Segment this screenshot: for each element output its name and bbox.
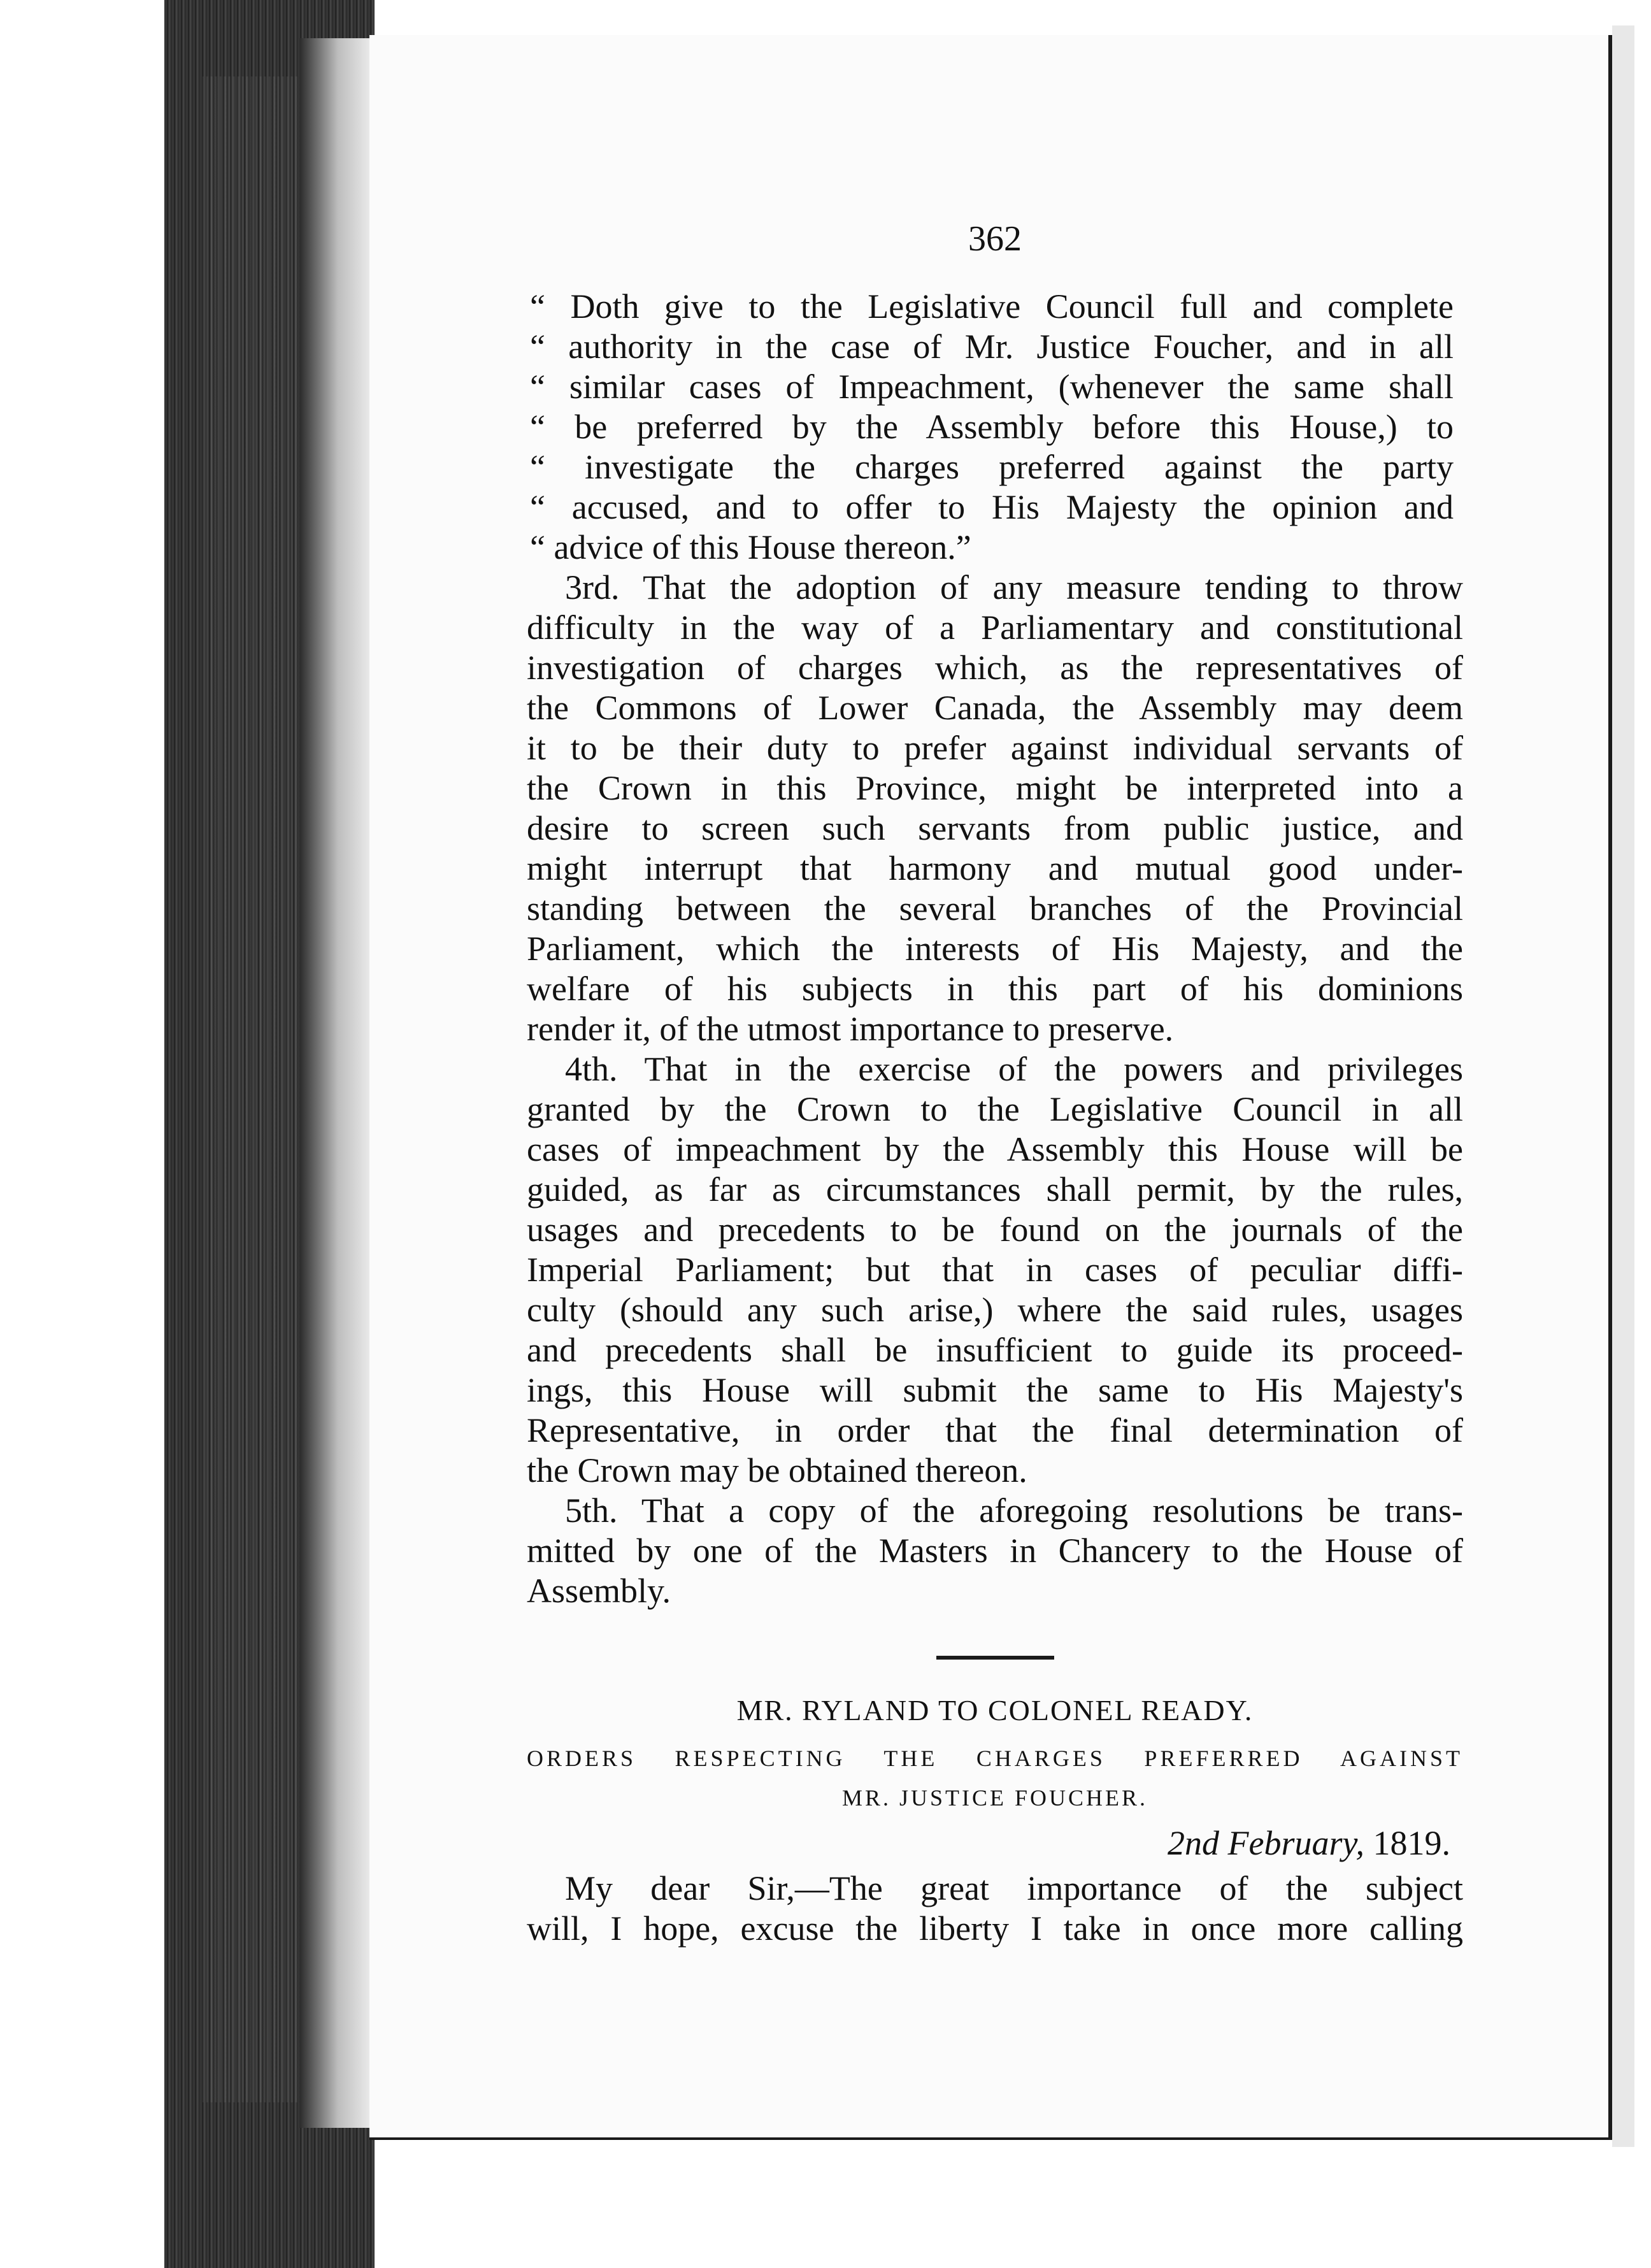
text-line: granted by the Crown to the Legislative Council in all (527, 1090, 1463, 1128)
text-line: Assembly. (527, 1572, 671, 1610)
resolution-5th (527, 1491, 1463, 1611)
date-day-month: 2nd February, (1168, 1824, 1364, 1862)
page-gutter-shadow (299, 38, 369, 2128)
text-line: Parliament, which the interests of His Majesty, and the (527, 929, 1463, 968)
text-line: “ Doth give to the Legislative Council full and complete (530, 287, 1454, 326)
text-line: ings, this House will submit the same to His Majesty's (527, 1371, 1463, 1409)
date-year: 1819. (1373, 1824, 1450, 1862)
text-line: “ advice of this House thereon.” (530, 528, 971, 566)
text-line: 5th. That a copy of the aforegoing resolutions be trans- (565, 1491, 1463, 1530)
letter-subheading: ORDERS RESPECTING THE CHARGES PREFERRED AGAINST (527, 1746, 1463, 1771)
text-line: Representative, in order that the final determination of (527, 1411, 1463, 1449)
text-line: the Crown may be obtained thereon. (527, 1451, 1027, 1489)
text-line: the Crown in this Province, might be interpreted into a (527, 769, 1463, 807)
text-line: cases of impeachment by the Assembly this House will be (527, 1130, 1463, 1168)
text-line: mitted by one of the Masters in Chancery to the House of (527, 1532, 1463, 1570)
text-line: My dear Sir,—The great importance of the subject (565, 1869, 1463, 1907)
resolution-4th (527, 1049, 1463, 1491)
text-line: guided, as far as circumstances shall permit, by the rules, (527, 1170, 1463, 1209)
text-line: culty (should any such arise,) where the said rules, usages (527, 1291, 1463, 1329)
letter-body (527, 1869, 1463, 1949)
letter-subheading-2: MR. JUSTICE FOUCHER. (841, 1785, 1148, 1811)
text-line: “ authority in the case of Mr. Justice Foucher, and in all (530, 327, 1454, 366)
letter-heading: MR. RYLAND TO COLONEL READY. (736, 1694, 1254, 1726)
page-right-edge (1612, 25, 1634, 2147)
resolution-3rd (527, 568, 1463, 1049)
text-line: investigation of charges which, as the representatives of (527, 649, 1463, 687)
text-line: usages and precedents to be found on the journals of the (527, 1210, 1463, 1249)
text-line: 3rd. That the adoption of any measure tending to throw (565, 568, 1463, 606)
quoted-resolution (530, 287, 1454, 568)
text-line: might interrupt that harmony and mutual good under- (527, 849, 1463, 887)
text-line: “ be preferred by the Assembly before this House,) to (530, 408, 1454, 446)
text-line: the Commons of Lower Canada, the Assembly may deem (527, 689, 1463, 727)
text-line: and precedents shall be insufficient to guide its proceed- (527, 1331, 1463, 1369)
text-line: “ investigate the charges preferred against the party (530, 448, 1454, 486)
page-number: 362 (968, 219, 1022, 259)
text-line: welfare of his subjects in this part of his dominions (527, 970, 1463, 1008)
text-line: desire to screen such servants from public justice, and (527, 809, 1463, 847)
letter-date (527, 1818, 1450, 1869)
text-line: difficulty in the way of a Parliamentary and constitutional (527, 608, 1463, 647)
text-line: it to be their duty to prefer against individual servants of (527, 729, 1463, 767)
text-line: render it, of the utmost importance to preserve. (527, 1010, 1174, 1048)
text-line: “ accused, and to offer to His Majesty the opinion and (530, 488, 1454, 526)
text-line: will, I hope, excuse the liberty I take in once more calling (527, 1909, 1463, 1948)
text-line: Imperial Parliament; but that in cases of peculiar diffi- (527, 1251, 1463, 1289)
text-line: “ similar cases of Impeachment, (whenever the same shall (530, 368, 1454, 406)
page-text (527, 213, 1463, 1949)
text-line: 4th. That in the exercise of the powers and privileges (565, 1050, 1463, 1088)
section-divider (936, 1656, 1054, 1660)
text-line: standing between the several branches of the Provincial (527, 889, 1463, 928)
